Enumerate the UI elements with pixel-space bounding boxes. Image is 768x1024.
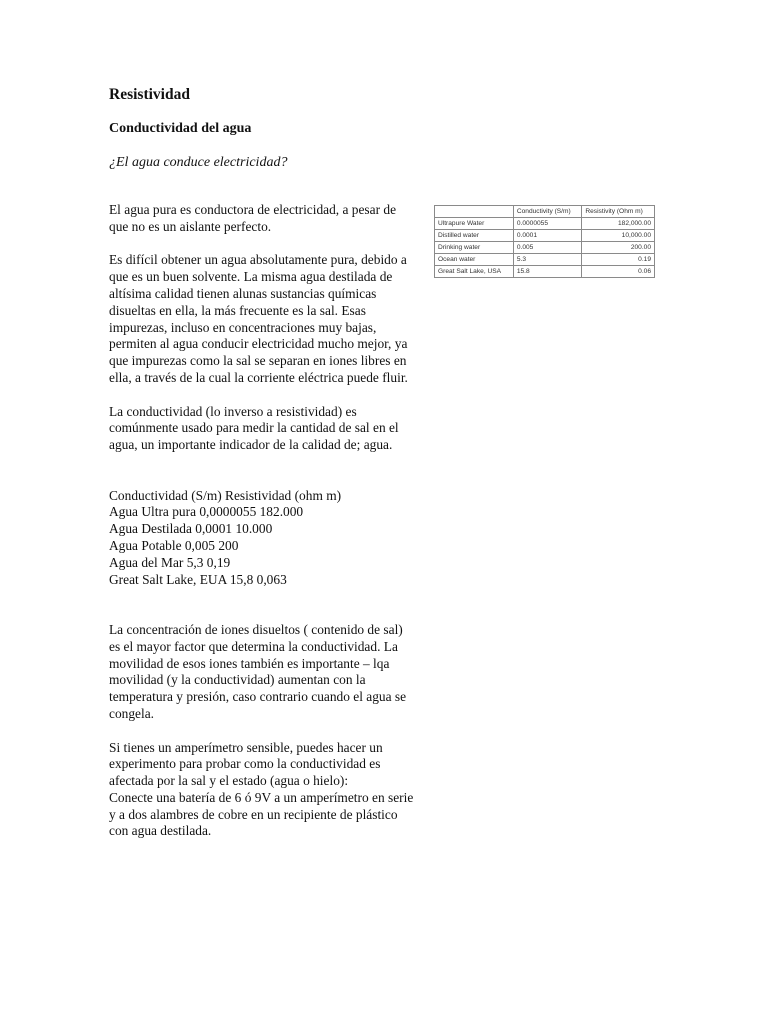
page-title: Resistividad bbox=[109, 86, 190, 103]
paragraph-intro: El agua pura es conductora de electricidad, a pesar de que no es un aislante perfecto. bbox=[109, 202, 397, 234]
table-cell-conductivity: 0.0001 bbox=[513, 230, 582, 242]
table-header-cell: Conductivity (S/m) bbox=[513, 206, 582, 218]
table-cell-label: Distilled water bbox=[435, 230, 514, 242]
conductivity-data-list bbox=[109, 488, 415, 589]
data-line: Agua del Mar 5,3 0,19 bbox=[109, 554, 231, 570]
table-cell-resistivity: 200.00 bbox=[582, 242, 655, 254]
table-cell-resistivity: 182,000.00 bbox=[582, 218, 655, 230]
table-cell-label: Ultrapure Water bbox=[435, 218, 514, 230]
paragraph-instructions: Conecte una batería de 6 ó 9V a un amperímetro en serie y a dos alambres de cobre en un recipiente de plástico con agua destilada. bbox=[109, 789, 414, 839]
question-heading: ¿El agua conduce electricidad? bbox=[109, 155, 288, 170]
table-cell-conductivity: 0.0000055 bbox=[513, 218, 582, 230]
conductivity-table bbox=[434, 205, 655, 278]
data-line-header: Conductividad (S/m) Resistividad (ohm m) bbox=[109, 487, 342, 503]
table-cell-resistivity: 0.19 bbox=[582, 254, 655, 266]
table-cell-conductivity: 15.8 bbox=[513, 266, 582, 278]
table-header-cell bbox=[435, 206, 514, 218]
table-cell-label: Great Salt Lake, USA bbox=[435, 266, 514, 278]
table-row bbox=[435, 218, 655, 230]
data-line: Agua Potable 0,005 200 bbox=[109, 537, 239, 553]
paragraph-experiment: Si tienes un amperímetro sensible, puedes hacer un experimento para probar como la conductividad es afectada por la sal y el estado (agua o hielo): bbox=[109, 739, 383, 789]
table-row bbox=[435, 230, 655, 242]
table-cell-resistivity: 10,000.00 bbox=[582, 230, 655, 242]
body-text bbox=[109, 202, 415, 857]
data-line: Agua Ultra pura 0,0000055 182.000 bbox=[109, 504, 304, 520]
table-cell-conductivity: 0.005 bbox=[513, 242, 582, 254]
table-row bbox=[435, 242, 655, 254]
paragraph-conductivity: La conductividad (lo inverso a resistividad) es comúnmente usado para medir la cantidad de sal en el agua, un importante indicador de la calidad de; agua. bbox=[109, 403, 399, 453]
section-heading: Conductividad del agua bbox=[109, 121, 252, 136]
table-cell-label: Drinking water bbox=[435, 242, 514, 254]
table-row bbox=[435, 266, 655, 278]
data-line: Great Salt Lake, EUA 15,8 0,063 bbox=[109, 571, 287, 587]
table-header-cell: Resistivity (Ohm m) bbox=[582, 206, 655, 218]
table-cell-label: Ocean water bbox=[435, 254, 514, 266]
data-line: Agua Destilada 0,0001 10.000 bbox=[109, 521, 273, 537]
table-row bbox=[435, 254, 655, 266]
table-header-row bbox=[435, 206, 655, 218]
table-cell-resistivity: 0.06 bbox=[582, 266, 655, 278]
paragraph-impurities: Es difícil obtener un agua absolutamente pura, debido a que es un buen solvente. La misma agua destilada de altísima calidad tienen alunas sustancias químicas disueltas en ella, la más frecuente es la sal. Esas impurezas, incluso en concentraciones muy bajas, permiten al agua conducir electricidad mucho mejor, ya que impurezas como la sal se separan en iones libres en ella, a través de la cual la corriente eléctrica puede fluir. bbox=[109, 252, 408, 385]
paragraph-ions: La concentración de iones disueltos ( contenido de sal) es el mayor factor que determina la conductividad. La movilidad de esos iones también es importante – lqa movilidad (y la conductividad) aumentan con la temperatura y presión, caso contrario cuando el agua se congela. bbox=[109, 621, 407, 721]
table-cell-conductivity: 5.3 bbox=[513, 254, 582, 266]
